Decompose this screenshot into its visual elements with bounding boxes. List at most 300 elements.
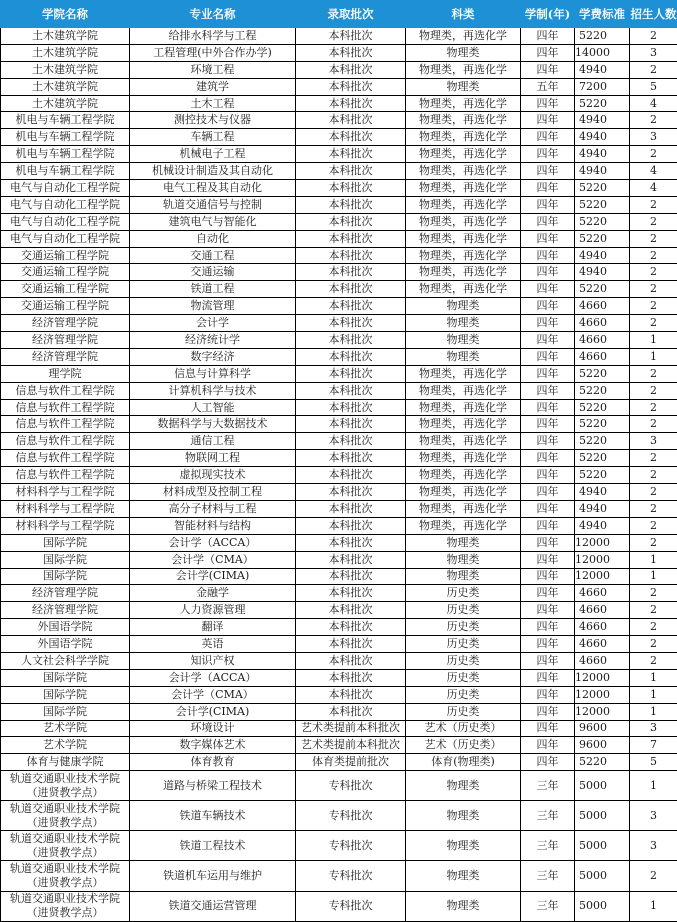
cell-count: 1 bbox=[630, 669, 677, 686]
cell-subject: 物理类 bbox=[406, 891, 521, 921]
table-row bbox=[1, 568, 677, 585]
cell-count: 2 bbox=[630, 484, 677, 501]
cell-count: 5 bbox=[630, 78, 677, 95]
cell-fee: 4660 bbox=[575, 332, 630, 349]
cell-subject: 历史类 bbox=[406, 652, 521, 669]
cell-years: 四年 bbox=[521, 652, 575, 669]
cell-batch: 本科批次 bbox=[296, 44, 406, 61]
cell-subject: 物理类 bbox=[406, 298, 521, 315]
cell-count: 2 bbox=[630, 264, 677, 281]
cell-batch: 专科批次 bbox=[296, 861, 406, 891]
cell-years: 四年 bbox=[521, 534, 575, 551]
cell-batch: 本科批次 bbox=[296, 517, 406, 534]
cell-major: 铁道工程技术 bbox=[130, 831, 296, 861]
cell-subject: 物理类，再选化学 bbox=[406, 484, 521, 501]
cell-fee: 5220 bbox=[575, 433, 630, 450]
cell-fee: 4940 bbox=[575, 146, 630, 163]
cell-college: 交通运输工程学院 bbox=[1, 264, 130, 281]
cell-subject: 物理类，再选化学 bbox=[406, 112, 521, 129]
cell-years: 四年 bbox=[521, 163, 575, 180]
cell-subject: 历史类 bbox=[406, 703, 521, 720]
cell-fee: 5220 bbox=[575, 281, 630, 298]
cell-college: 轨道交通职业技术学院 （进贤教学点） bbox=[1, 861, 130, 891]
cell-count: 2 bbox=[630, 196, 677, 213]
cell-fee: 4660 bbox=[575, 348, 630, 365]
table-row bbox=[1, 61, 677, 78]
cell-years: 四年 bbox=[521, 703, 575, 720]
table-row bbox=[1, 737, 677, 754]
cell-count: 1 bbox=[630, 703, 677, 720]
cell-years: 三年 bbox=[521, 891, 575, 921]
cell-subject: 物理类，再选化学 bbox=[406, 61, 521, 78]
table-row bbox=[1, 801, 677, 831]
table-row bbox=[1, 365, 677, 382]
cell-years: 四年 bbox=[521, 754, 575, 771]
cell-count: 2 bbox=[630, 619, 677, 636]
cell-batch: 本科批次 bbox=[296, 365, 406, 382]
header-batch: 录取批次 bbox=[296, 1, 406, 28]
table-row bbox=[1, 484, 677, 501]
cell-fee: 4940 bbox=[575, 247, 630, 264]
cell-major: 材料成型及控制工程 bbox=[130, 484, 296, 501]
cell-subject: 体育(物理类) bbox=[406, 754, 521, 771]
cell-batch: 本科批次 bbox=[296, 416, 406, 433]
cell-batch: 本科批次 bbox=[296, 602, 406, 619]
cell-batch: 本科批次 bbox=[296, 129, 406, 146]
cell-fee: 4940 bbox=[575, 112, 630, 129]
cell-subject: 物理类 bbox=[406, 551, 521, 568]
cell-college: 理学院 bbox=[1, 365, 130, 382]
cell-years: 四年 bbox=[521, 332, 575, 349]
cell-fee: 5220 bbox=[575, 382, 630, 399]
cell-count: 4 bbox=[630, 180, 677, 197]
cell-batch: 本科批次 bbox=[296, 196, 406, 213]
header-subject: 科类 bbox=[406, 1, 521, 28]
cell-years: 四年 bbox=[521, 484, 575, 501]
cell-count: 2 bbox=[630, 517, 677, 534]
cell-college: 机电与车辆工程学院 bbox=[1, 129, 130, 146]
cell-major: 道路与桥梁工程技术 bbox=[130, 771, 296, 801]
table-row bbox=[1, 281, 677, 298]
table-row bbox=[1, 534, 677, 551]
cell-batch: 本科批次 bbox=[296, 450, 406, 467]
cell-years: 四年 bbox=[521, 737, 575, 754]
cell-years: 四年 bbox=[521, 382, 575, 399]
cell-fee: 12000 bbox=[575, 669, 630, 686]
cell-college: 国际学院 bbox=[1, 551, 130, 568]
cell-subject: 历史类 bbox=[406, 585, 521, 602]
cell-batch: 艺术类提前本科批次 bbox=[296, 720, 406, 737]
cell-major: 高分子材料与工程 bbox=[130, 500, 296, 517]
table-row bbox=[1, 652, 677, 669]
cell-subject: 物理类，再选化学 bbox=[406, 146, 521, 163]
cell-fee: 7200 bbox=[575, 78, 630, 95]
header-years: 学制(年) bbox=[521, 1, 575, 28]
cell-major: 人力资源管理 bbox=[130, 602, 296, 619]
cell-major: 环境设计 bbox=[130, 720, 296, 737]
table-row bbox=[1, 585, 677, 602]
cell-fee: 5220 bbox=[575, 450, 630, 467]
cell-years: 四年 bbox=[521, 669, 575, 686]
cell-subject: 物理类，再选化学 bbox=[406, 95, 521, 112]
cell-batch: 本科批次 bbox=[296, 669, 406, 686]
cell-college: 外国语学院 bbox=[1, 636, 130, 653]
cell-years: 四年 bbox=[521, 348, 575, 365]
cell-batch: 本科批次 bbox=[296, 399, 406, 416]
cell-years: 四年 bbox=[521, 467, 575, 484]
cell-count: 2 bbox=[630, 61, 677, 78]
cell-years: 四年 bbox=[521, 315, 575, 332]
cell-major: 车辆工程 bbox=[130, 129, 296, 146]
cell-batch: 本科批次 bbox=[296, 146, 406, 163]
cell-years: 四年 bbox=[521, 196, 575, 213]
cell-years: 四年 bbox=[521, 264, 575, 281]
cell-count: 2 bbox=[630, 467, 677, 484]
cell-major: 数据科学与大数据技术 bbox=[130, 416, 296, 433]
cell-college: 机电与车辆工程学院 bbox=[1, 163, 130, 180]
table-row bbox=[1, 831, 677, 861]
cell-batch: 本科批次 bbox=[296, 264, 406, 281]
cell-college: 信息与软件工程学院 bbox=[1, 450, 130, 467]
cell-college: 交通运输工程学院 bbox=[1, 281, 130, 298]
cell-college: 轨道交通职业技术学院 （进贤教学点） bbox=[1, 831, 130, 861]
cell-major: 物流管理 bbox=[130, 298, 296, 315]
cell-subject: 历史类 bbox=[406, 602, 521, 619]
cell-major: 会计学（CMA） bbox=[130, 686, 296, 703]
cell-fee: 4660 bbox=[575, 652, 630, 669]
cell-major: 给排水科学与工程 bbox=[130, 28, 296, 45]
cell-subject: 物理类，再选化学 bbox=[406, 28, 521, 45]
table-row bbox=[1, 754, 677, 771]
cell-count: 3 bbox=[630, 129, 677, 146]
table-row bbox=[1, 720, 677, 737]
cell-major: 会计学（ACCA） bbox=[130, 669, 296, 686]
cell-count: 1 bbox=[630, 568, 677, 585]
cell-years: 四年 bbox=[521, 517, 575, 534]
cell-batch: 专科批次 bbox=[296, 831, 406, 861]
table-row bbox=[1, 891, 677, 921]
cell-fee: 4940 bbox=[575, 129, 630, 146]
cell-years: 四年 bbox=[521, 602, 575, 619]
cell-fee: 5220 bbox=[575, 180, 630, 197]
cell-college: 经济管理学院 bbox=[1, 348, 130, 365]
table-row bbox=[1, 467, 677, 484]
cell-college: 轨道交通职业技术学院 （进贤教学点） bbox=[1, 801, 130, 831]
cell-batch: 本科批次 bbox=[296, 382, 406, 399]
cell-major: 自动化 bbox=[130, 230, 296, 247]
cell-count: 4 bbox=[630, 95, 677, 112]
cell-years: 四年 bbox=[521, 365, 575, 382]
cell-years: 四年 bbox=[521, 247, 575, 264]
table-row bbox=[1, 146, 677, 163]
header-fee: 学费标准 bbox=[575, 1, 630, 28]
cell-major: 铁道交通运营管理 bbox=[130, 891, 296, 921]
cell-subject: 物理类 bbox=[406, 568, 521, 585]
cell-years: 四年 bbox=[521, 298, 575, 315]
cell-fee: 5000 bbox=[575, 801, 630, 831]
cell-years: 四年 bbox=[521, 28, 575, 45]
cell-batch: 本科批次 bbox=[296, 534, 406, 551]
table-row bbox=[1, 450, 677, 467]
cell-years: 三年 bbox=[521, 771, 575, 801]
cell-college: 土木建筑学院 bbox=[1, 95, 130, 112]
cell-subject: 物理类，再选化学 bbox=[406, 517, 521, 534]
cell-major: 会计学(CIMA) bbox=[130, 703, 296, 720]
cell-batch: 本科批次 bbox=[296, 298, 406, 315]
cell-batch: 本科批次 bbox=[296, 281, 406, 298]
table-row bbox=[1, 399, 677, 416]
header-college: 学院名称 bbox=[1, 1, 130, 28]
cell-college: 体育与健康学院 bbox=[1, 754, 130, 771]
cell-major: 虚拟现实技术 bbox=[130, 467, 296, 484]
cell-fee: 5220 bbox=[575, 196, 630, 213]
cell-major: 智能材料与结构 bbox=[130, 517, 296, 534]
cell-batch: 艺术类提前本科批次 bbox=[296, 737, 406, 754]
cell-subject: 物理类，再选化学 bbox=[406, 230, 521, 247]
cell-batch: 本科批次 bbox=[296, 95, 406, 112]
cell-college: 电气与自动化工程学院 bbox=[1, 180, 130, 197]
cell-years: 四年 bbox=[521, 500, 575, 517]
cell-count: 2 bbox=[630, 230, 677, 247]
cell-years: 四年 bbox=[521, 720, 575, 737]
cell-major: 人工智能 bbox=[130, 399, 296, 416]
cell-years: 四年 bbox=[521, 129, 575, 146]
cell-fee: 9600 bbox=[575, 720, 630, 737]
cell-batch: 本科批次 bbox=[296, 500, 406, 517]
cell-fee: 5220 bbox=[575, 213, 630, 230]
cell-count: 1 bbox=[630, 686, 677, 703]
cell-college: 经济管理学院 bbox=[1, 602, 130, 619]
cell-fee: 4940 bbox=[575, 61, 630, 78]
table-row bbox=[1, 315, 677, 332]
cell-fee: 4940 bbox=[575, 517, 630, 534]
cell-fee: 4940 bbox=[575, 500, 630, 517]
cell-batch: 本科批次 bbox=[296, 112, 406, 129]
cell-years: 四年 bbox=[521, 112, 575, 129]
cell-batch: 本科批次 bbox=[296, 467, 406, 484]
cell-college: 机电与车辆工程学院 bbox=[1, 112, 130, 129]
table-row bbox=[1, 213, 677, 230]
cell-major: 金融学 bbox=[130, 585, 296, 602]
cell-college: 信息与软件工程学院 bbox=[1, 382, 130, 399]
cell-batch: 本科批次 bbox=[296, 433, 406, 450]
cell-batch: 本科批次 bbox=[296, 348, 406, 365]
cell-years: 四年 bbox=[521, 399, 575, 416]
cell-major: 数字媒体艺术 bbox=[130, 737, 296, 754]
table-row bbox=[1, 416, 677, 433]
cell-subject: 历史类 bbox=[406, 686, 521, 703]
cell-subject: 物理类 bbox=[406, 861, 521, 891]
cell-fee: 5220 bbox=[575, 95, 630, 112]
cell-count: 1 bbox=[630, 332, 677, 349]
cell-years: 三年 bbox=[521, 861, 575, 891]
cell-subject: 物理类，再选化学 bbox=[406, 416, 521, 433]
cell-subject: 物理类，再选化学 bbox=[406, 129, 521, 146]
cell-major: 建筑电气与智能化 bbox=[130, 213, 296, 230]
cell-subject: 物理类，再选化学 bbox=[406, 467, 521, 484]
cell-subject: 物理类 bbox=[406, 332, 521, 349]
cell-fee: 5220 bbox=[575, 399, 630, 416]
cell-fee: 4940 bbox=[575, 264, 630, 281]
cell-years: 四年 bbox=[521, 213, 575, 230]
cell-batch: 本科批次 bbox=[296, 619, 406, 636]
table-row bbox=[1, 686, 677, 703]
cell-subject: 物理类，再选化学 bbox=[406, 180, 521, 197]
table-body bbox=[1, 28, 677, 922]
cell-count: 1 bbox=[630, 348, 677, 365]
cell-major: 信息与计算科学 bbox=[130, 365, 296, 382]
cell-college: 国际学院 bbox=[1, 568, 130, 585]
cell-major: 电气工程及其自动化 bbox=[130, 180, 296, 197]
cell-major: 物联网工程 bbox=[130, 450, 296, 467]
cell-college: 电气与自动化工程学院 bbox=[1, 213, 130, 230]
cell-batch: 本科批次 bbox=[296, 568, 406, 585]
cell-fee: 5220 bbox=[575, 230, 630, 247]
cell-college: 材料科学与工程学院 bbox=[1, 500, 130, 517]
table-row bbox=[1, 196, 677, 213]
cell-count: 2 bbox=[630, 636, 677, 653]
cell-subject: 物理类，再选化学 bbox=[406, 382, 521, 399]
cell-major: 数字经济 bbox=[130, 348, 296, 365]
cell-batch: 本科批次 bbox=[296, 213, 406, 230]
cell-subject: 历史类 bbox=[406, 619, 521, 636]
cell-major: 交通运输 bbox=[130, 264, 296, 281]
cell-fee: 12000 bbox=[575, 703, 630, 720]
cell-major: 建筑学 bbox=[130, 78, 296, 95]
cell-count: 2 bbox=[630, 315, 677, 332]
cell-count: 2 bbox=[630, 365, 677, 382]
cell-college: 艺术学院 bbox=[1, 737, 130, 754]
cell-major: 铁道工程 bbox=[130, 281, 296, 298]
cell-count: 1 bbox=[630, 551, 677, 568]
cell-fee: 5000 bbox=[575, 831, 630, 861]
cell-college: 土木建筑学院 bbox=[1, 78, 130, 95]
cell-college: 土木建筑学院 bbox=[1, 44, 130, 61]
cell-count: 2 bbox=[630, 112, 677, 129]
cell-college: 信息与软件工程学院 bbox=[1, 416, 130, 433]
table-row bbox=[1, 230, 677, 247]
cell-fee: 5220 bbox=[575, 467, 630, 484]
cell-years: 四年 bbox=[521, 585, 575, 602]
table-row bbox=[1, 517, 677, 534]
table-row bbox=[1, 382, 677, 399]
table-row bbox=[1, 163, 677, 180]
cell-count: 7 bbox=[630, 737, 677, 754]
cell-major: 英语 bbox=[130, 636, 296, 653]
cell-college: 土木建筑学院 bbox=[1, 61, 130, 78]
cell-fee: 4660 bbox=[575, 636, 630, 653]
cell-count: 2 bbox=[630, 602, 677, 619]
table-row bbox=[1, 861, 677, 891]
cell-major: 环境工程 bbox=[130, 61, 296, 78]
cell-college: 电气与自动化工程学院 bbox=[1, 196, 130, 213]
cell-college: 轨道交通职业技术学院 （进贤教学点） bbox=[1, 891, 130, 921]
cell-major: 经济统计学 bbox=[130, 332, 296, 349]
cell-count: 2 bbox=[630, 247, 677, 264]
cell-major: 知识产权 bbox=[130, 652, 296, 669]
cell-count: 5 bbox=[630, 754, 677, 771]
cell-batch: 本科批次 bbox=[296, 686, 406, 703]
header-major: 专业名称 bbox=[130, 1, 296, 28]
cell-subject: 艺术（历史类） bbox=[406, 720, 521, 737]
cell-college: 经济管理学院 bbox=[1, 315, 130, 332]
cell-fee: 5000 bbox=[575, 861, 630, 891]
cell-batch: 专科批次 bbox=[296, 771, 406, 801]
cell-batch: 本科批次 bbox=[296, 78, 406, 95]
cell-batch: 本科批次 bbox=[296, 484, 406, 501]
cell-fee: 5220 bbox=[575, 28, 630, 45]
cell-count: 3 bbox=[630, 44, 677, 61]
cell-fee: 4940 bbox=[575, 484, 630, 501]
cell-fee: 12000 bbox=[575, 568, 630, 585]
cell-fee: 5000 bbox=[575, 891, 630, 921]
cell-count: 2 bbox=[630, 861, 677, 891]
cell-subject: 物理类 bbox=[406, 771, 521, 801]
cell-count: 2 bbox=[630, 416, 677, 433]
cell-years: 四年 bbox=[521, 180, 575, 197]
cell-major: 铁道车辆技术 bbox=[130, 801, 296, 831]
cell-count: 2 bbox=[630, 652, 677, 669]
cell-major: 计算机科学与技术 bbox=[130, 382, 296, 399]
cell-college: 材料科学与工程学院 bbox=[1, 484, 130, 501]
table-row bbox=[1, 332, 677, 349]
cell-subject: 物理类，再选化学 bbox=[406, 450, 521, 467]
table-row bbox=[1, 703, 677, 720]
table-row bbox=[1, 129, 677, 146]
cell-subject: 艺术（历史类） bbox=[406, 737, 521, 754]
table-row bbox=[1, 348, 677, 365]
cell-batch: 本科批次 bbox=[296, 28, 406, 45]
cell-major: 机械设计制造及其自动化 bbox=[130, 163, 296, 180]
table-row bbox=[1, 636, 677, 653]
cell-subject: 物理类，再选化学 bbox=[406, 500, 521, 517]
cell-fee: 4660 bbox=[575, 298, 630, 315]
cell-subject: 物理类，再选化学 bbox=[406, 264, 521, 281]
cell-subject: 物理类，再选化学 bbox=[406, 213, 521, 230]
cell-years: 四年 bbox=[521, 636, 575, 653]
cell-years: 四年 bbox=[521, 281, 575, 298]
cell-college: 交通运输工程学院 bbox=[1, 298, 130, 315]
cell-fee: 14000 bbox=[575, 44, 630, 61]
table-row bbox=[1, 28, 677, 45]
cell-count: 3 bbox=[630, 720, 677, 737]
table-row bbox=[1, 500, 677, 517]
cell-college: 交通运输工程学院 bbox=[1, 247, 130, 264]
table-row bbox=[1, 771, 677, 801]
cell-subject: 物理类 bbox=[406, 801, 521, 831]
table-row bbox=[1, 180, 677, 197]
table-row bbox=[1, 669, 677, 686]
cell-count: 3 bbox=[630, 831, 677, 861]
table-row bbox=[1, 619, 677, 636]
cell-college: 经济管理学院 bbox=[1, 585, 130, 602]
table-row bbox=[1, 112, 677, 129]
cell-fee: 12000 bbox=[575, 551, 630, 568]
cell-college: 土木建筑学院 bbox=[1, 28, 130, 45]
cell-college: 经济管理学院 bbox=[1, 332, 130, 349]
cell-count: 1 bbox=[630, 771, 677, 801]
cell-years: 四年 bbox=[521, 450, 575, 467]
cell-count: 2 bbox=[630, 500, 677, 517]
cell-years: 四年 bbox=[521, 146, 575, 163]
cell-subject: 历史类 bbox=[406, 636, 521, 653]
cell-years: 四年 bbox=[521, 686, 575, 703]
cell-batch: 本科批次 bbox=[296, 636, 406, 653]
cell-major: 翻译 bbox=[130, 619, 296, 636]
cell-college: 国际学院 bbox=[1, 669, 130, 686]
cell-college: 国际学院 bbox=[1, 686, 130, 703]
cell-major: 铁道机车运用与维护 bbox=[130, 861, 296, 891]
